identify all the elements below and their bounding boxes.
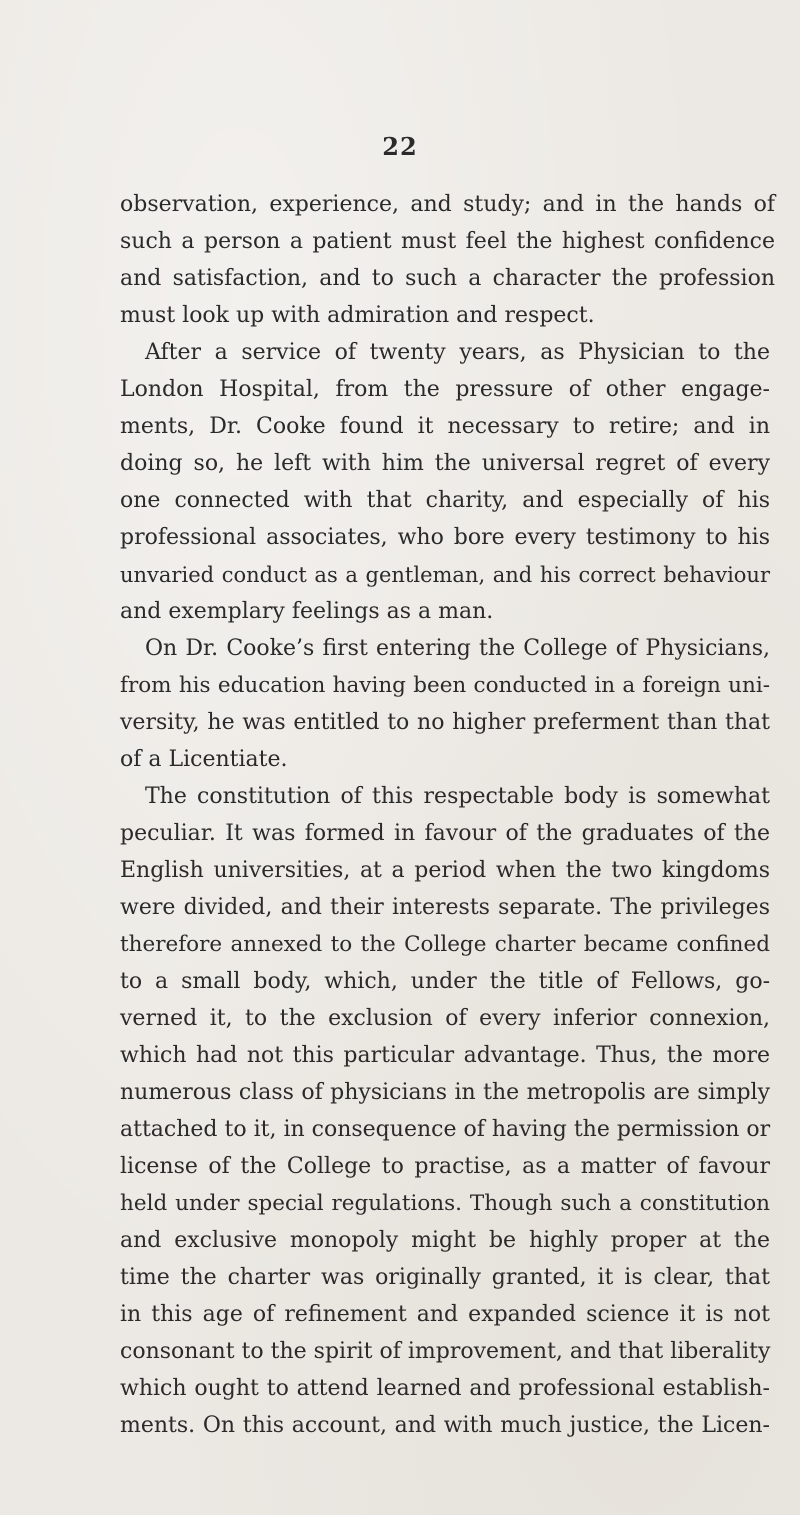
text-line: of a Licentiate. [120, 747, 288, 772]
text-line: peculiar. It was formed in favour of the graduates of the [120, 821, 770, 846]
page-number: 22 [382, 132, 418, 161]
text-line: On Dr. Cooke’s first entering the College of Physicians, [145, 636, 770, 661]
text-line: time the charter was originally granted, it is clear, that [120, 1265, 770, 1290]
text-line: The constitution of this respectable body is somewhat [145, 784, 770, 809]
text-line: After a service of twenty years, as Physician to the [145, 340, 770, 365]
text-line: London Hospital, from the pressure of other engage- [120, 377, 770, 402]
text-line: and exclusive monopoly might be highly proper at the [120, 1228, 770, 1253]
text-line: and satisfaction, and to such a character the profession [120, 266, 775, 291]
text-line: observation, experience, and study; and in the hands of [120, 192, 775, 217]
text-line: therefore annexed to the College charter became confined [120, 932, 770, 957]
text-line: professional associates, who bore every testimony to his [120, 525, 770, 550]
text-line: numerous class of physicians in the metropolis are simply [120, 1080, 770, 1105]
text-line: which ought to attend learned and professional establish- [120, 1376, 770, 1401]
text-line: doing so, he left with him the universal regret of every [120, 451, 770, 476]
text-line: in this age of refinement and expanded science it is not [120, 1302, 770, 1327]
text-line: were divided, and their interests separate. The privileges [120, 895, 770, 920]
text-line: unvaried conduct as a gentleman, and his correct behaviour [120, 563, 770, 587]
text-line: attached to it, in consequence of having the permission or [120, 1117, 771, 1142]
text-line: versity, he was entitled to no higher preferment than that [120, 710, 770, 735]
text-line: license of the College to practise, as a matter of favour [120, 1154, 770, 1179]
text-line: ments, Dr. Cooke found it necessary to retire; and in [120, 414, 770, 439]
text-line: held under special regulations. Though such a constitution [120, 1191, 770, 1216]
text-line: from his education having been conducted in a foreign uni- [120, 673, 770, 698]
text-line: must look up with admiration and respect. [120, 303, 595, 328]
text-line: consonant to the spirit of improvement, and that liberality [120, 1339, 771, 1364]
text-line: such a person a patient must feel the highest confidence [120, 229, 775, 254]
text-line: ments. On this account, and with much justice, the Licen- [120, 1413, 770, 1438]
text-line: English universities, at a period when the two kingdoms [120, 858, 770, 883]
text-line: and exemplary feelings as a man. [120, 599, 494, 624]
text-line: verned it, to the exclusion of every inferior connexion, [120, 1006, 770, 1031]
text-line: which had not this particular advantage. Thus, the more [120, 1043, 770, 1068]
text-line: one connected with that charity, and especially of his [120, 488, 770, 513]
text-line: to a small body, which, under the title of Fellows, go- [120, 969, 770, 994]
